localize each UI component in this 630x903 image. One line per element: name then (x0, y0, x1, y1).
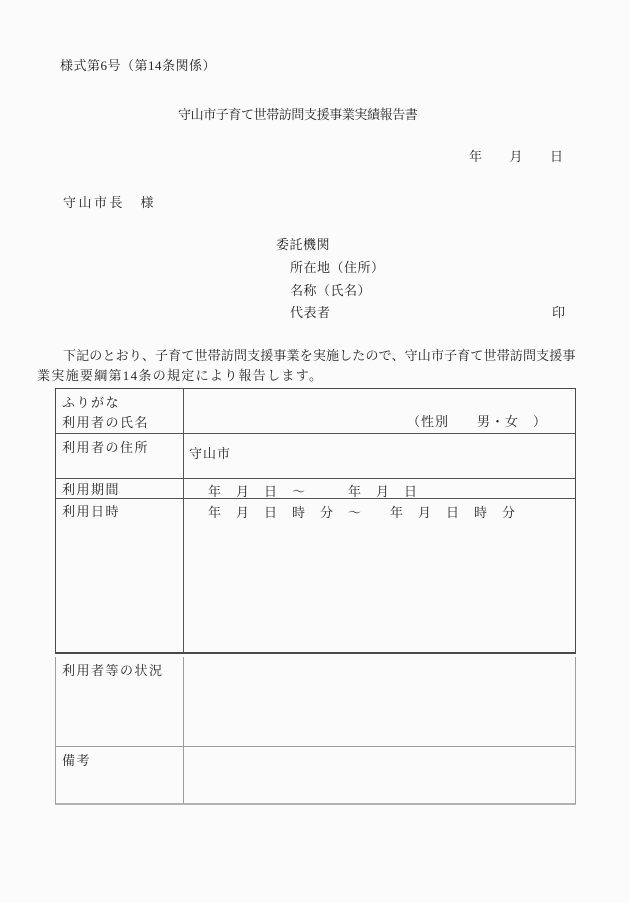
table-row-address (56, 433, 575, 478)
remarks-row-label: 備考 (56, 747, 184, 803)
datetime-entry-cell: 年 月 日 時 分 ～ 年 月 日 時 分 (208, 505, 517, 520)
usage-table-lower (55, 657, 576, 805)
agency-heading: 委託機関 (276, 237, 331, 252)
remarks-entry-cell (184, 747, 575, 803)
table-row-name (56, 389, 575, 433)
user-name-label: 利用者の氏名 (62, 415, 150, 430)
user-condition-row-label: 利用者等の状況 (56, 657, 184, 746)
body-paragraph-line2: 業実施要綱第14条の規定により報告します。 (37, 368, 324, 383)
form-number: 様式第6号（第14条関係） (60, 58, 217, 73)
table-row-datetime (56, 498, 575, 652)
gender-note: （性別 男・女 ） (406, 414, 547, 429)
period-row-label: 利用期間 (56, 479, 184, 498)
address-entry-cell: 守山市 (189, 446, 232, 461)
document-title: 守山市子育て世帯訪問支援事業実績報告書 (178, 107, 418, 122)
address-row-label: 利用者の住所 (56, 434, 184, 478)
table-row-remarks (56, 746, 575, 803)
furigana-label: ふりがな (62, 395, 121, 410)
recipient-line: 守山市長 様 (63, 195, 157, 210)
body-paragraph-line1: 下記のとおり、子育て世帯訪問支援事業を実施したので、守山市子育て世帯訪問支援事 (63, 348, 576, 363)
agency-name-label: 名称（氏名） (290, 283, 372, 298)
table-row-user-condition (56, 657, 575, 746)
period-entry-cell: 年 月 日 ～ 年 月 日 (208, 484, 419, 499)
date-line: 年 月 日 (469, 149, 564, 164)
name-entry-cell (184, 389, 575, 433)
seal-mark: 印 (552, 305, 566, 320)
usage-table-upper (55, 388, 576, 654)
datetime-row-label: 利用日時 (56, 499, 184, 652)
table-row-period (56, 478, 575, 498)
name-row-label (56, 389, 184, 433)
agency-representative-label: 代表者 (290, 305, 331, 320)
agency-address-label: 所在地（住所） (290, 260, 385, 275)
user-condition-entry-cell (184, 657, 575, 746)
